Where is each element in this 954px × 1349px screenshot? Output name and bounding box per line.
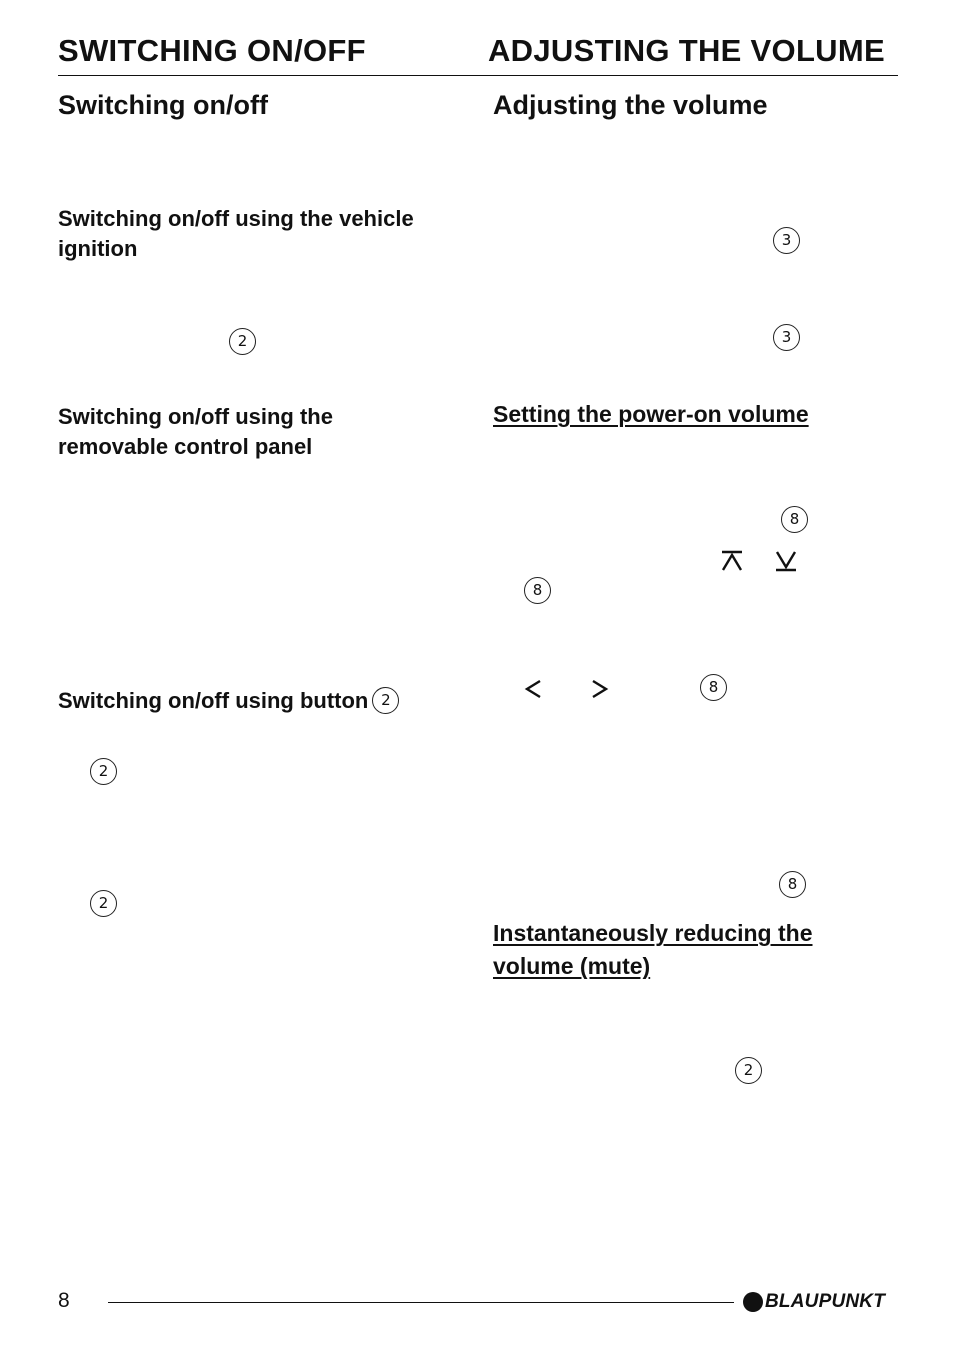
- button-ref-2-ignition: 2: [229, 328, 256, 355]
- subheading-control-panel-line1: Switching on/off using the: [58, 404, 333, 429]
- menu-button-ref-8-d: 8: [779, 871, 806, 898]
- subheading-power-on-volume: Setting the power-on volume: [493, 401, 809, 427]
- up-arrow-icon: [721, 550, 743, 572]
- footer-divider: [108, 1302, 734, 1303]
- subheading-mute: [493, 917, 813, 983]
- header-title-left: SWITCHING ON/OFF: [58, 33, 366, 68]
- subheading-mute-line2: volume (mute): [493, 953, 651, 979]
- brand-logo-text: BLAUPUNKT: [765, 1291, 886, 1312]
- left-arrow-icon: [524, 679, 542, 699]
- volume-control-ref-3-a: 3: [773, 227, 800, 254]
- button-ref-2-a: 2: [90, 758, 117, 785]
- subheading-button: [58, 686, 399, 716]
- subheading-mute-line1: Instantaneously reducing the: [493, 920, 813, 946]
- volume-control-ref-3-b: 3: [773, 324, 800, 351]
- subheading-ignition-line1: Switching on/off using the vehicle: [58, 206, 414, 231]
- subheading-control-panel: [58, 402, 333, 462]
- section-title-volume: Adjusting the volume: [493, 90, 768, 120]
- button-ref-2-inline: 2: [372, 687, 399, 714]
- right-arrow-icon: [591, 679, 609, 699]
- menu-button-ref-8-b: 8: [524, 577, 551, 604]
- subheading-control-panel-line2: removable control panel: [58, 434, 313, 459]
- button-ref-2-mute: 2: [735, 1057, 762, 1084]
- down-arrow-icon: [775, 550, 797, 572]
- subheading-button-label: Switching on/off using button: [58, 688, 369, 713]
- menu-button-ref-8-c: 8: [700, 674, 727, 701]
- menu-button-ref-8-a: 8: [781, 506, 808, 533]
- page-number: 8: [58, 1289, 70, 1312]
- brand-logo: [743, 1290, 885, 1314]
- header-divider: [58, 75, 898, 76]
- button-ref-2-b: 2: [90, 890, 117, 917]
- section-title-switching: Switching on/off: [58, 90, 268, 120]
- subheading-ignition-line2: ignition: [58, 236, 138, 261]
- header-title-right: ADJUSTING THE VOLUME: [488, 33, 885, 68]
- brand-logo-dot-icon: [743, 1292, 763, 1312]
- subheading-ignition: [58, 204, 414, 264]
